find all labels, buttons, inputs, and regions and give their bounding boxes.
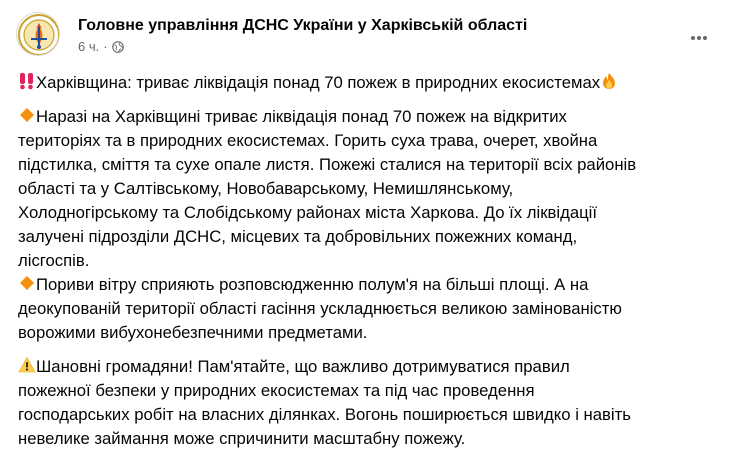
orange-diamond-icon bbox=[18, 106, 36, 124]
meta-separator: · bbox=[103, 39, 108, 54]
paragraph-3-line bbox=[18, 355, 718, 379]
fire-icon bbox=[600, 72, 618, 90]
title-text: Харківщина: триває ліквідація понад 70 пожеж в природних екосистемах bbox=[36, 73, 601, 92]
orange-diamond-icon bbox=[18, 274, 36, 292]
page-avatar[interactable] bbox=[16, 12, 60, 56]
dsns-emblem-icon bbox=[17, 13, 60, 56]
paragraph-1-line-3: підстилка, сміття та сухе опале листя. Пожежі сталися на території всіх районів bbox=[18, 155, 637, 174]
paragraph-1-line-5: Холодногірському та Слобідському районах міста Харкова. До їх ліквідації bbox=[18, 203, 598, 222]
paragraph-2-line bbox=[18, 273, 718, 297]
post-timestamp[interactable]: 6 ч. bbox=[78, 39, 100, 54]
more-options-button[interactable] bbox=[681, 20, 717, 56]
paragraph-2 bbox=[18, 273, 718, 345]
paragraph-1-line-1: Наразі на Харківщині триває ліквідація понад 70 пожеж на відкритих bbox=[36, 107, 567, 126]
paragraph-3-line-1: Шановні громадяни! Пам'ятайте, що важливо дотримуватися правил bbox=[36, 357, 570, 376]
ellipsis-icon bbox=[689, 28, 709, 48]
paragraph-1 bbox=[18, 105, 718, 273]
paragraph-3-line-3: господарських робіт на власних ділянках. Вогонь поширюється швидко і навіть bbox=[18, 405, 631, 424]
post-title bbox=[18, 71, 718, 95]
post-meta bbox=[78, 39, 124, 55]
paragraph-1-line-4: області та у Салтівському, Новобаварському, Немишлянському, bbox=[18, 179, 514, 198]
paragraph-3-line-2: пожежної безпеки у природних екосистемах та під час проведення bbox=[18, 381, 535, 400]
paragraph-3 bbox=[18, 355, 718, 451]
paragraph-1-line-2: територіях та в природних екосистемах. Горить суха трава, очерет, хвойна bbox=[18, 131, 598, 150]
globe-icon[interactable] bbox=[112, 41, 124, 53]
paragraph-3-line-4: невелике займання може спричинити масштабну пожежу. bbox=[18, 429, 466, 448]
paragraph-2-line-1: Пориви вітру сприяють розповсюдженню полум'я на більші площі. А на bbox=[36, 275, 589, 294]
paragraph-1-line bbox=[18, 105, 718, 129]
paragraph-2-line-3: ворожими вибухонебезпечними предметами. bbox=[18, 323, 368, 342]
post-body bbox=[18, 71, 718, 461]
paragraph-1-line-6: залучені підрозділи ДСНС, місцевих та добровільних пожежних команд, bbox=[18, 227, 578, 246]
paragraph-1-line-7: лісгоспів. bbox=[18, 251, 90, 270]
double-exclamation-icon bbox=[18, 72, 36, 90]
warning-icon bbox=[18, 356, 36, 374]
post-header bbox=[16, 12, 717, 60]
page-name-link[interactable]: Головне управління ДСНС України у Харківській області bbox=[78, 17, 528, 34]
title-line bbox=[18, 73, 618, 92]
paragraph-2-line-2: деокупованій території області гасіння ускладнюється великою замінованістю bbox=[18, 299, 622, 318]
